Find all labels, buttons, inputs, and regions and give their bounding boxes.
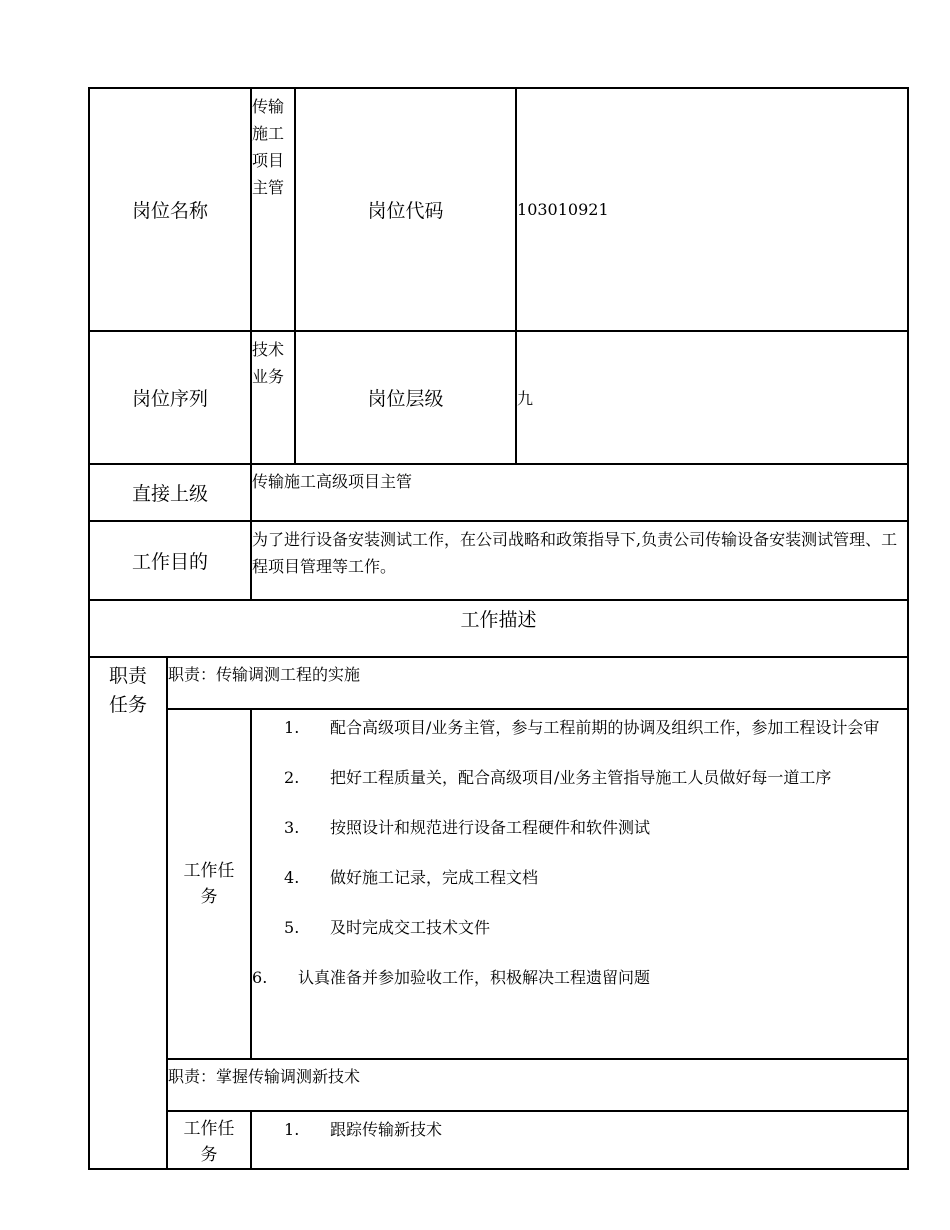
- description-header-row: [89, 600, 908, 657]
- post-level-value: 九: [516, 331, 908, 464]
- duty-label: 职责任务: [89, 657, 167, 1169]
- task-item: [252, 1116, 907, 1143]
- duty-1-task-list: [251, 709, 908, 1059]
- post-code-value: 103010921: [516, 88, 908, 331]
- post-name-value: 传输施工项目主管: [251, 88, 295, 331]
- superior-row: [89, 464, 908, 521]
- task-number: 3.: [284, 818, 300, 837]
- task-item: [252, 914, 907, 941]
- task-item: [252, 714, 907, 741]
- post-code-label: 岗位代码: [295, 88, 516, 331]
- post-series-row: [89, 331, 908, 464]
- task-text: 按照设计和规范进行设备工程硬件和软件测试: [330, 818, 651, 837]
- purpose-value: 为了进行设备安装测试工作，在公司战略和政策指导下,负责公司传输设备安装测试管理、工程项目管理等工作。: [251, 521, 908, 600]
- post-name-row: [89, 88, 908, 331]
- task-text: 认真准备并参加验收工作，积极解决工程遗留问题: [298, 968, 651, 987]
- task-number: 1.: [284, 1120, 300, 1139]
- duty-2-task-list: [251, 1111, 908, 1169]
- task-item: [252, 764, 907, 791]
- duty-1-task-label: 工作任务: [167, 709, 251, 1059]
- duty-1-title-row: [89, 657, 908, 709]
- task-item: [252, 864, 907, 891]
- duty-1-tasks-row: [89, 709, 908, 1059]
- duty-1-title: 职责：传输调测工程的实施: [167, 657, 908, 709]
- purpose-row: [89, 521, 908, 600]
- job-table: [88, 87, 909, 1170]
- purpose-label: 工作目的: [89, 521, 251, 600]
- task-text: 及时完成交工技术文件: [330, 918, 491, 937]
- duty-2-tasks-row: [89, 1111, 908, 1169]
- duty-2-task-label: 工作任务: [167, 1111, 251, 1169]
- task-text: 跟踪传输新技术: [330, 1120, 443, 1139]
- superior-value: 传输施工高级项目主管: [251, 464, 908, 521]
- duty-2-title-row: [89, 1059, 908, 1111]
- task-number: 1.: [284, 718, 300, 737]
- task-item: [252, 814, 907, 841]
- post-series-label: 岗位序列: [89, 331, 251, 464]
- task-number: 4.: [284, 868, 300, 887]
- superior-label: 直接上级: [89, 464, 251, 521]
- task-text: 把好工程质量关，配合高级项目/业务主管指导施工人员做好每一道工序: [330, 768, 832, 787]
- description-header: 工作描述: [89, 600, 908, 657]
- task-number: 6.: [252, 968, 268, 987]
- task-number: 2.: [284, 768, 300, 787]
- task-item: [252, 964, 907, 991]
- post-level-label: 岗位层级: [295, 331, 516, 464]
- post-name-label: 岗位名称: [89, 88, 251, 331]
- task-number: 5.: [284, 918, 300, 937]
- duty-2-title: 职责：掌握传输调测新技术: [167, 1059, 908, 1111]
- post-series-value: 技术业务: [251, 331, 295, 464]
- task-text: 做好施工记录，完成工程文档: [330, 868, 539, 887]
- task-text: 配合高级项目/业务主管，参与工程前期的协调及组织工作，参加工程设计会审: [330, 718, 880, 737]
